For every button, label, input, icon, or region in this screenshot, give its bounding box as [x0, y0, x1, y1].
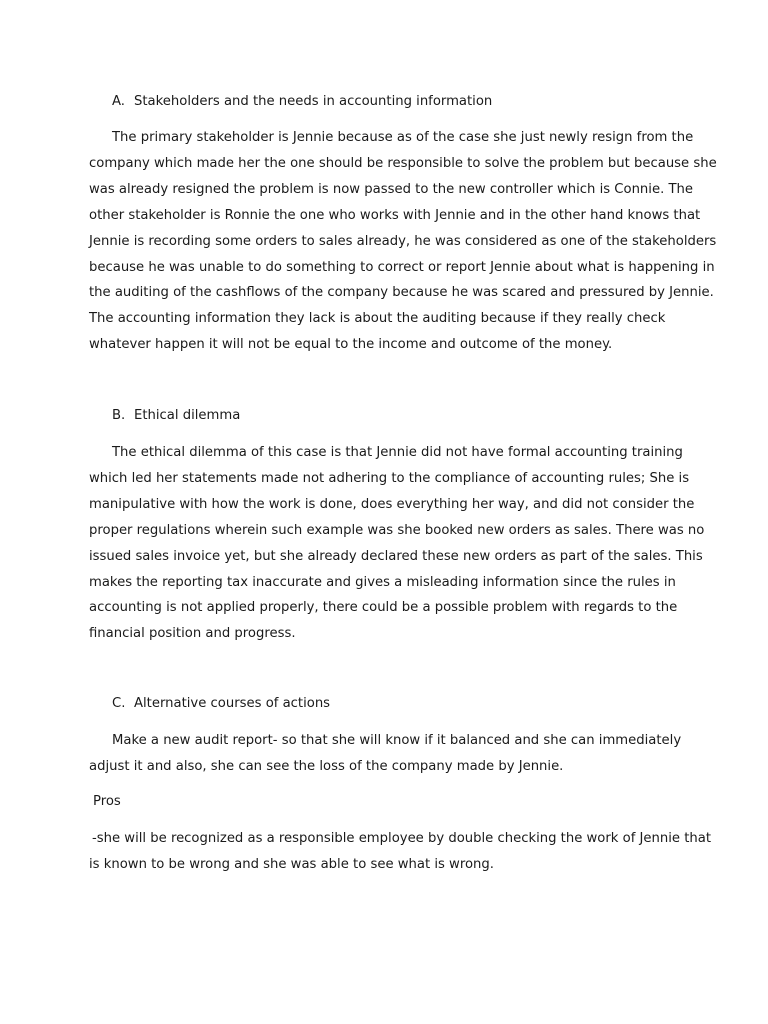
paragraph-line: proper regulations wherein such example was she booked new orders as sales. There was no	[89, 522, 705, 538]
section-a-title: Stakeholders and the needs in accounting information	[134, 94, 493, 109]
section-b-paragraph	[89, 440, 705, 647]
paragraph-line: The ethical dilemma of this case is that Jennie did not have formal accounting training	[112, 445, 683, 460]
section-b-title: Ethical dilemma	[134, 408, 241, 423]
pros-paragraph	[89, 826, 711, 878]
paragraph-line: makes the reporting tax inaccurate and gives a misleading information since the rules in	[89, 574, 676, 590]
paragraph-line: financial position and progress.	[89, 626, 296, 642]
paragraph-line: other stakeholder is Ronnie the one who works with Jennie and in the other hand knows that	[89, 207, 701, 223]
paragraph-line: company which made her the one should be responsible to solve the problem but because she	[89, 155, 717, 171]
paragraph-line: was already resigned the problem is now passed to the new controller which is Connie. The	[89, 181, 693, 197]
section-a-marker: A.	[112, 94, 125, 109]
paragraph-line: because he was unable to do something to correct or report Jennie about what is happening in	[89, 259, 715, 275]
section-b-marker: B.	[112, 408, 126, 423]
paragraph-line: manipulative with how the work is done, does everything her way, and did not consider the	[89, 496, 695, 512]
paragraph-line: Jennie is recording some orders to sales already, he was considered as one of the stakeholders	[89, 233, 717, 249]
paragraph-line: issued sales invoice yet, but she already declared these new orders as part of the sales. This	[89, 548, 703, 564]
paragraph-line: adjust it and also, she can see the loss of the company made by Jennie.	[89, 758, 564, 774]
paragraph-line: Make a new audit report- so that she will know if it balanced and she can immediately	[112, 733, 682, 748]
section-b-heading	[112, 406, 240, 426]
paragraph-line: whatever happen it will not be equal to the income and outcome of the money.	[89, 337, 613, 353]
section-a-heading	[112, 92, 492, 112]
section-c-marker: C.	[112, 696, 126, 711]
paragraph-line: -she will be recognized as a responsible employee by double checking the work of Jennie that	[92, 831, 711, 846]
paragraph-line: is known to be wrong and she was able to see what is wrong.	[89, 856, 494, 872]
paragraph-line: The accounting information they lack is about the auditing because if they really check	[89, 311, 666, 327]
paragraph-line: which led her statements made not adhering to the compliance of accounting rules; She is	[89, 470, 690, 486]
section-c-paragraph	[89, 728, 682, 780]
section-c-heading	[112, 694, 330, 714]
section-a-paragraph	[89, 125, 717, 358]
paragraph-line: accounting is not applied properly, there could be a possible problem with regards to the	[89, 600, 678, 616]
section-c-title: Alternative courses of actions	[134, 696, 331, 711]
paragraph-line: The primary stakeholder is Jennie because as of the case she just newly resign from the	[112, 130, 694, 145]
paragraph-line: the auditing of the cashflows of the company because he was scared and pressured by Jennie.	[89, 285, 714, 301]
pros-label: Pros	[93, 794, 121, 809]
